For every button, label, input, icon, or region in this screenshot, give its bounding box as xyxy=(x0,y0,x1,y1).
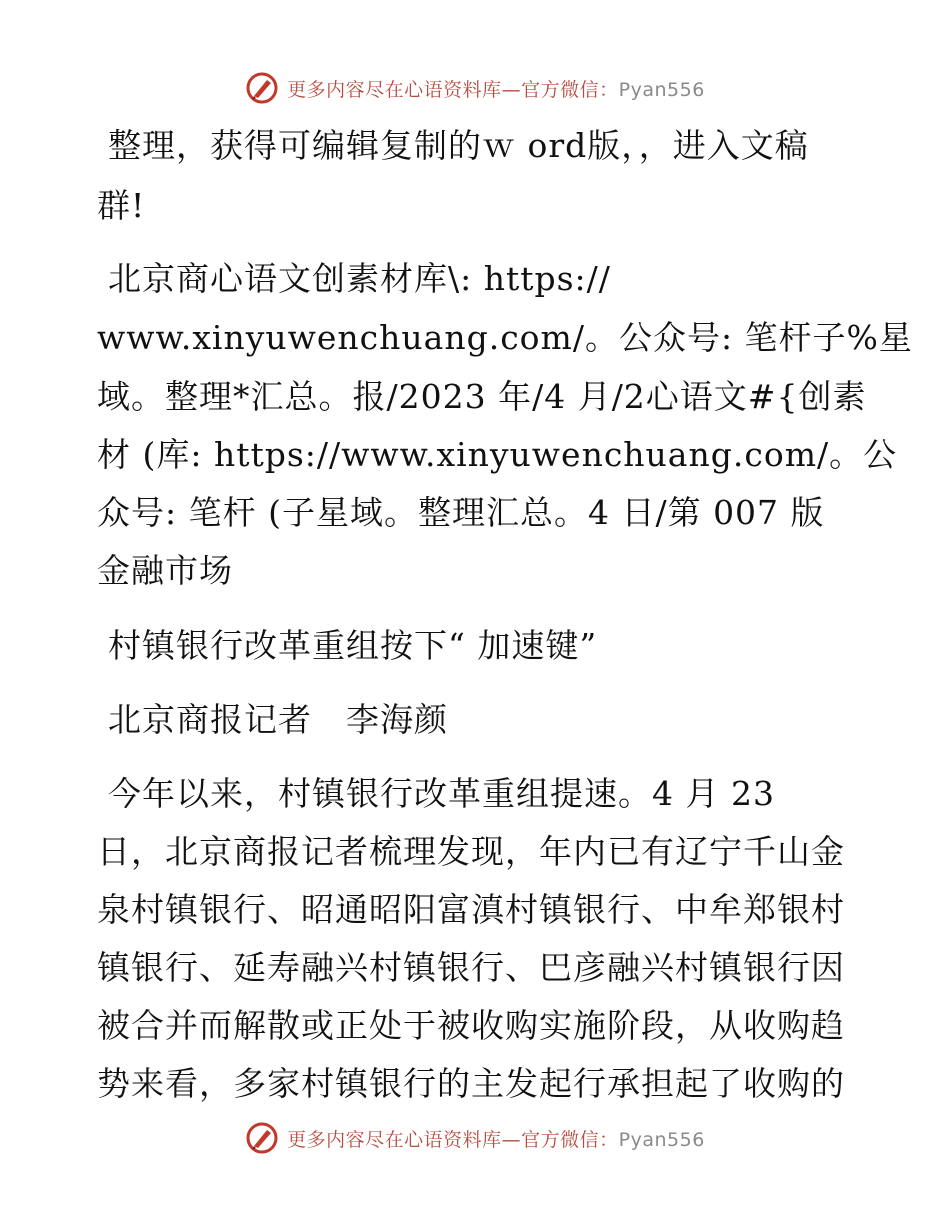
paragraph-line: 势来看，多家村镇银行的主发起行承担起了收购的 xyxy=(97,1064,845,1103)
paragraph-line: 域。整理*汇总。报/2023 年/4 月/2心语文#{创素 xyxy=(97,377,867,416)
paragraph-line: 泉村镇银行、昭通昭阳富滇村镇银行、中牟郑银村 xyxy=(97,890,845,929)
footer-watermark-banner xyxy=(0,1118,950,1158)
paragraph-line: 材 (库: https://www.xinyuwenchuang.com/。公 xyxy=(97,435,898,474)
paragraph-line: 众号: 笔杆 (子星域。整理汇总。4 日/第 007 版 xyxy=(97,493,825,532)
banner-wechat-id: Pyan556 xyxy=(618,78,705,101)
paragraph-line: 镇银行、延寿融兴村镇银行、巴彦融兴村镇银行因 xyxy=(97,948,845,987)
paragraph-line: 北京商心语文创素材库\: https:// xyxy=(108,259,611,298)
paragraph-line: 群! xyxy=(97,186,146,225)
paragraph-line: 被合并而解散或正处于被收购实施阶段，从收购趋 xyxy=(97,1006,845,1045)
paragraph-line: 今年以来，村镇银行改革重组提速。4 月 23 xyxy=(108,774,775,813)
banner-wechat-id: Pyan556 xyxy=(618,1128,705,1151)
paragraph-line: 整理，获得可编辑复制的ｗ ord版，，进入文稿 xyxy=(108,126,809,165)
paragraph-line: 金融市场 xyxy=(97,551,233,590)
article-title: 村镇银行改革重组按下“ 加速键” xyxy=(108,626,598,665)
paragraph-line: www.xinyuwenchuang.com/。公众号: 笔杆子%星 xyxy=(97,318,913,357)
banner-label: 更多内容尽在心语资料库—官方微信： xyxy=(287,78,619,101)
article-byline: 北京商报记者 李海颜 xyxy=(108,700,448,739)
paragraph-line: 日，北京商报记者梳理发现，年内已有辽宁千山金 xyxy=(97,832,845,871)
banner-text xyxy=(287,1125,705,1152)
pen-logo-icon xyxy=(245,1121,279,1155)
banner-label: 更多内容尽在心语资料库—官方微信： xyxy=(287,1128,619,1151)
